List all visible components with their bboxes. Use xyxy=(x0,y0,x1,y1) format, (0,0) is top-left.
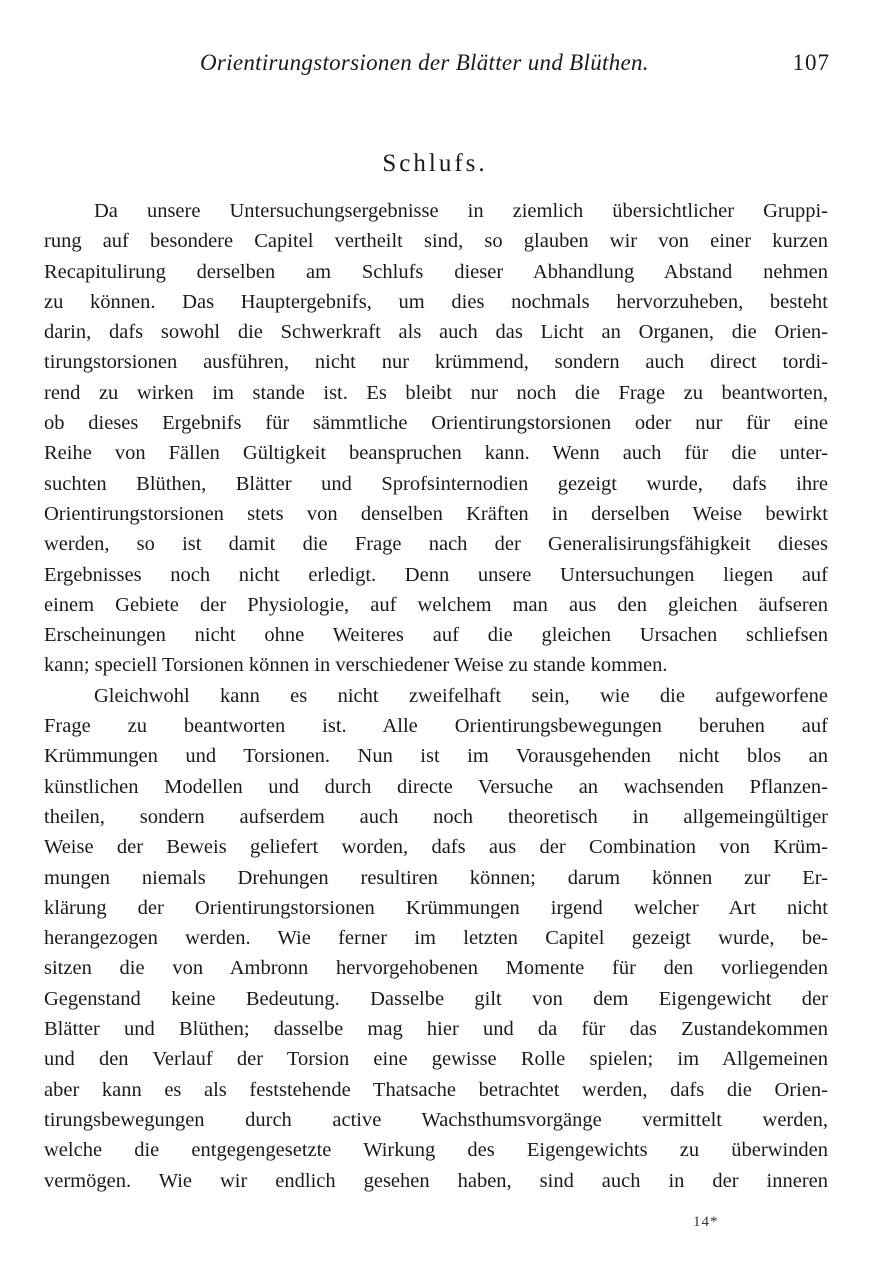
signature-mark: 14* xyxy=(693,1214,719,1230)
text-line: herangezogen werden. Wie ferner im letzten Capitel gezeigt wurde, be- xyxy=(44,927,828,950)
text-line: Frage zu beantworten ist. Alle Orientirungsbewegungen beruhen auf xyxy=(44,715,828,738)
text-line: und den Verlauf der Torsion eine gewisse Rolle spielen; im Allgemeinen xyxy=(44,1048,828,1071)
page-number: 107 xyxy=(792,50,830,75)
text-line: Blätter und Blüthen; dasselbe mag hier und da für das Zustandekommen xyxy=(44,1018,828,1041)
text-line: vermögen. Wie wir endlich gesehen haben, sind auch in der inneren xyxy=(44,1169,828,1192)
text-line: Weise der Beweis geliefert worden, dafs aus der Combination von Krüm- xyxy=(44,836,828,859)
text-line: Krümmungen und Torsionen. Nun ist im Vorausgehenden nicht blos an xyxy=(44,745,828,768)
header-title: Orientirungstorsionen der Blätter und Blüthen. xyxy=(200,50,649,75)
text-line: einem Gebiete der Physiologie, auf welchem man aus den gleichen äufseren xyxy=(44,593,828,616)
text-line: Orientirungstorsionen stets von denselben Kräften in derselben Weise bewirkt xyxy=(44,502,828,525)
text-line: rung auf besondere Capitel vertheilt sind, so glauben wir von einer kurzen xyxy=(44,230,828,253)
text-line: darin, dafs sowohl die Schwerkraft als auch das Licht an Organen, die Orien- xyxy=(44,321,828,344)
section-title: Schlufs. xyxy=(382,150,488,177)
text-line: mungen niemals Drehungen resultiren können; darum können zur Er- xyxy=(44,866,828,889)
text-line: ob dieses Ergebnifs für sämmtliche Orientirungstorsionen oder nur für eine xyxy=(44,412,828,435)
text-line: Ergebnisses noch nicht erledigt. Denn unsere Untersuchungen liegen auf xyxy=(44,563,828,586)
text-line: sitzen die von Ambronn hervorgehobenen Momente für den vorliegenden xyxy=(44,957,828,980)
text-line: tirungstorsionen ausführen, nicht nur krümmend, sondern auch direct tordi- xyxy=(44,351,828,374)
text-line: tirungsbewegungen durch active Wachsthumsvorgänge vermittelt werden, xyxy=(44,1108,828,1131)
text-line: Reihe von Fällen Gültigkeit beanspruchen kann. Wenn auch für die unter- xyxy=(44,442,828,465)
text-line: Recapitulirung derselben am Schlufs dieser Abhandlung Abstand nehmen xyxy=(44,260,828,283)
text-line: Da unsere Untersuchungsergebnisse in ziemlich übersichtlicher Gruppi- xyxy=(94,200,828,222)
body-text xyxy=(44,196,828,1196)
text-line: welche die entgegengesetzte Wirkung des Eigengewichts zu überwinden xyxy=(44,1139,828,1162)
text-line: theilen, sondern aufserdem auch noch theoretisch in allgemeingültiger xyxy=(44,805,828,828)
text-line: klärung der Orientirungstorsionen Krümmungen irgend welcher Art nicht xyxy=(44,896,828,919)
text-line: Gleichwohl kann es nicht zweifelhaft sein, wie die aufgeworfene xyxy=(94,684,828,707)
text-line: suchten Blüthen, Blätter und Sprofsinternodien gezeigt wurde, dafs ihre xyxy=(44,472,828,495)
text-line: Gegenstand keine Bedeutung. Dasselbe gilt von dem Eigengewicht der xyxy=(44,987,828,1010)
text-line: künstlichen Modellen und durch directe Versuche an wachsenden Pflanzen- xyxy=(44,775,828,798)
text-line: aber kann es als feststehende Thatsache betrachtet werden, dafs die Orien- xyxy=(44,1078,828,1101)
running-header xyxy=(200,50,830,84)
text-line: kann; speciell Torsionen können in verschiedener Weise zu stande kommen. xyxy=(44,654,668,677)
text-line: rend zu wirken im stande ist. Es bleibt nur noch die Frage zu beantworten, xyxy=(44,381,828,404)
text-line: werden, so ist damit die Frage nach der Generalisirungsfähigkeit dieses xyxy=(44,533,828,556)
text-line: zu können. Das Hauptergebnifs, um dies nochmals hervorzuheben, besteht xyxy=(44,290,828,313)
text-line: Erscheinungen nicht ohne Weiteres auf die gleichen Ursachen schliefsen xyxy=(44,624,828,647)
